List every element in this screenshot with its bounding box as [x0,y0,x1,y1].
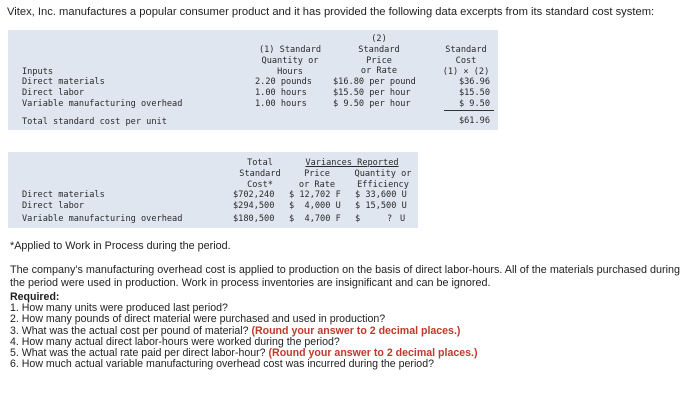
required-item-2: 2. How many pounds of direct material were purchased and used in production? [10,313,386,326]
row-label-direct-materials: Direct materials [22,77,105,87]
var-row-total-direct-labor: $294,500 [233,201,275,211]
var-row-label-variable-overhead: Variable manufacturing overhead [22,214,183,224]
required-heading: Required: [10,291,60,303]
footnote: *Applied to Work in Process during the period. [10,240,231,252]
col-header-total-standard-cost: Total Standard Cost* [239,158,281,190]
row-price-variable-overhead: $ 9.50 per hour [333,99,411,109]
required-item-6: 6. How much actual variable manufacturing overhead cost was incurred during the period? [10,358,434,371]
required-item-1: 1. How many units were produced last period? [10,302,228,315]
description-paragraph: The company's manufacturing overhead cost is applied to production on the basis of direct labor-hours. All of the materials purchased during the period were used in production. Work in process inventories are insignificant and can be ignored. [10,264,681,289]
unknown-value-marker: ? [387,214,393,224]
row-label-variable-overhead: Variable manufacturing overhead [22,99,183,109]
variances-reported-title: Variances Reported [305,158,399,168]
var-row-qty-direct-materials: $ 33,600 U [355,190,407,200]
var-row-qty-direct-labor: $ 15,500 U [355,201,407,211]
row-qty-direct-materials: 2.20 pounds [255,77,312,87]
col-header-standard-cost: Standard Cost (1) × (2) [442,45,490,77]
var-row-price-direct-materials: $ 12,702 F [289,190,341,200]
subtotal-rule [444,110,494,111]
row-qty-direct-labor: 1.00 hours [255,88,307,98]
rounding-instruction: (Round your answer to 2 decimal places.) [251,324,461,337]
row-cost-direct-labor: $15.50 [458,88,490,98]
var-row-label-direct-labor: Direct labor [22,201,85,211]
required-item-4: 4. How many actual direct labor-hours were worked during the period? [10,335,340,348]
row-price-direct-materials: $16.80 per pound [333,77,416,87]
total-standard-cost-value: $61.96 [458,116,490,126]
var-row-total-direct-materials: $702,240 [233,190,275,200]
row-label-direct-labor: Direct labor [22,88,85,98]
var-row-qty-suffix-variable-overhead: U [400,214,406,224]
row-cost-variable-overhead: $ 9.50 [458,99,490,109]
required-item-5: 5. What was the actual rate paid per direct labor-hour? (Round your answer to 2 decimal places.) [10,347,478,360]
required-item-3: 3. What was the actual cost per pound of material? (Round your answer to 2 decimal places.) [10,324,461,337]
total-standard-cost-label: Total standard cost per unit [22,117,167,127]
col-header-quantity-efficiency: Quantity or Efficiency [354,169,412,190]
row-cost-direct-materials: $36.96 [458,77,490,87]
col-header-standard-quantity: (1) Standard Quantity or Hours [258,45,322,77]
col-header-standard-price: (2) Standard Price or Rate [358,34,400,77]
inputs-label: Inputs [22,67,54,77]
var-row-total-variable-overhead: $180,500 [233,214,275,224]
intro-text: Vitex, Inc. manufactures a popular consumer product and it has provided the following data excerpts from its standard cost system: [7,6,655,18]
var-row-price-direct-labor: $ 4,000 U [289,201,341,211]
required-section [10,292,478,370]
col-header-price-rate: Price or Rate [298,169,336,190]
rounding-instruction: (Round your answer to 2 decimal places.) [268,347,478,360]
var-row-label-direct-materials: Direct materials [22,190,105,200]
row-qty-variable-overhead: 1.00 hours [255,99,307,109]
var-row-price-variable-overhead: $ 4,700 F [289,214,341,224]
var-row-qty-prefix-variable-overhead: $ [355,214,361,224]
row-price-direct-labor: $15.50 per hour [333,88,411,98]
